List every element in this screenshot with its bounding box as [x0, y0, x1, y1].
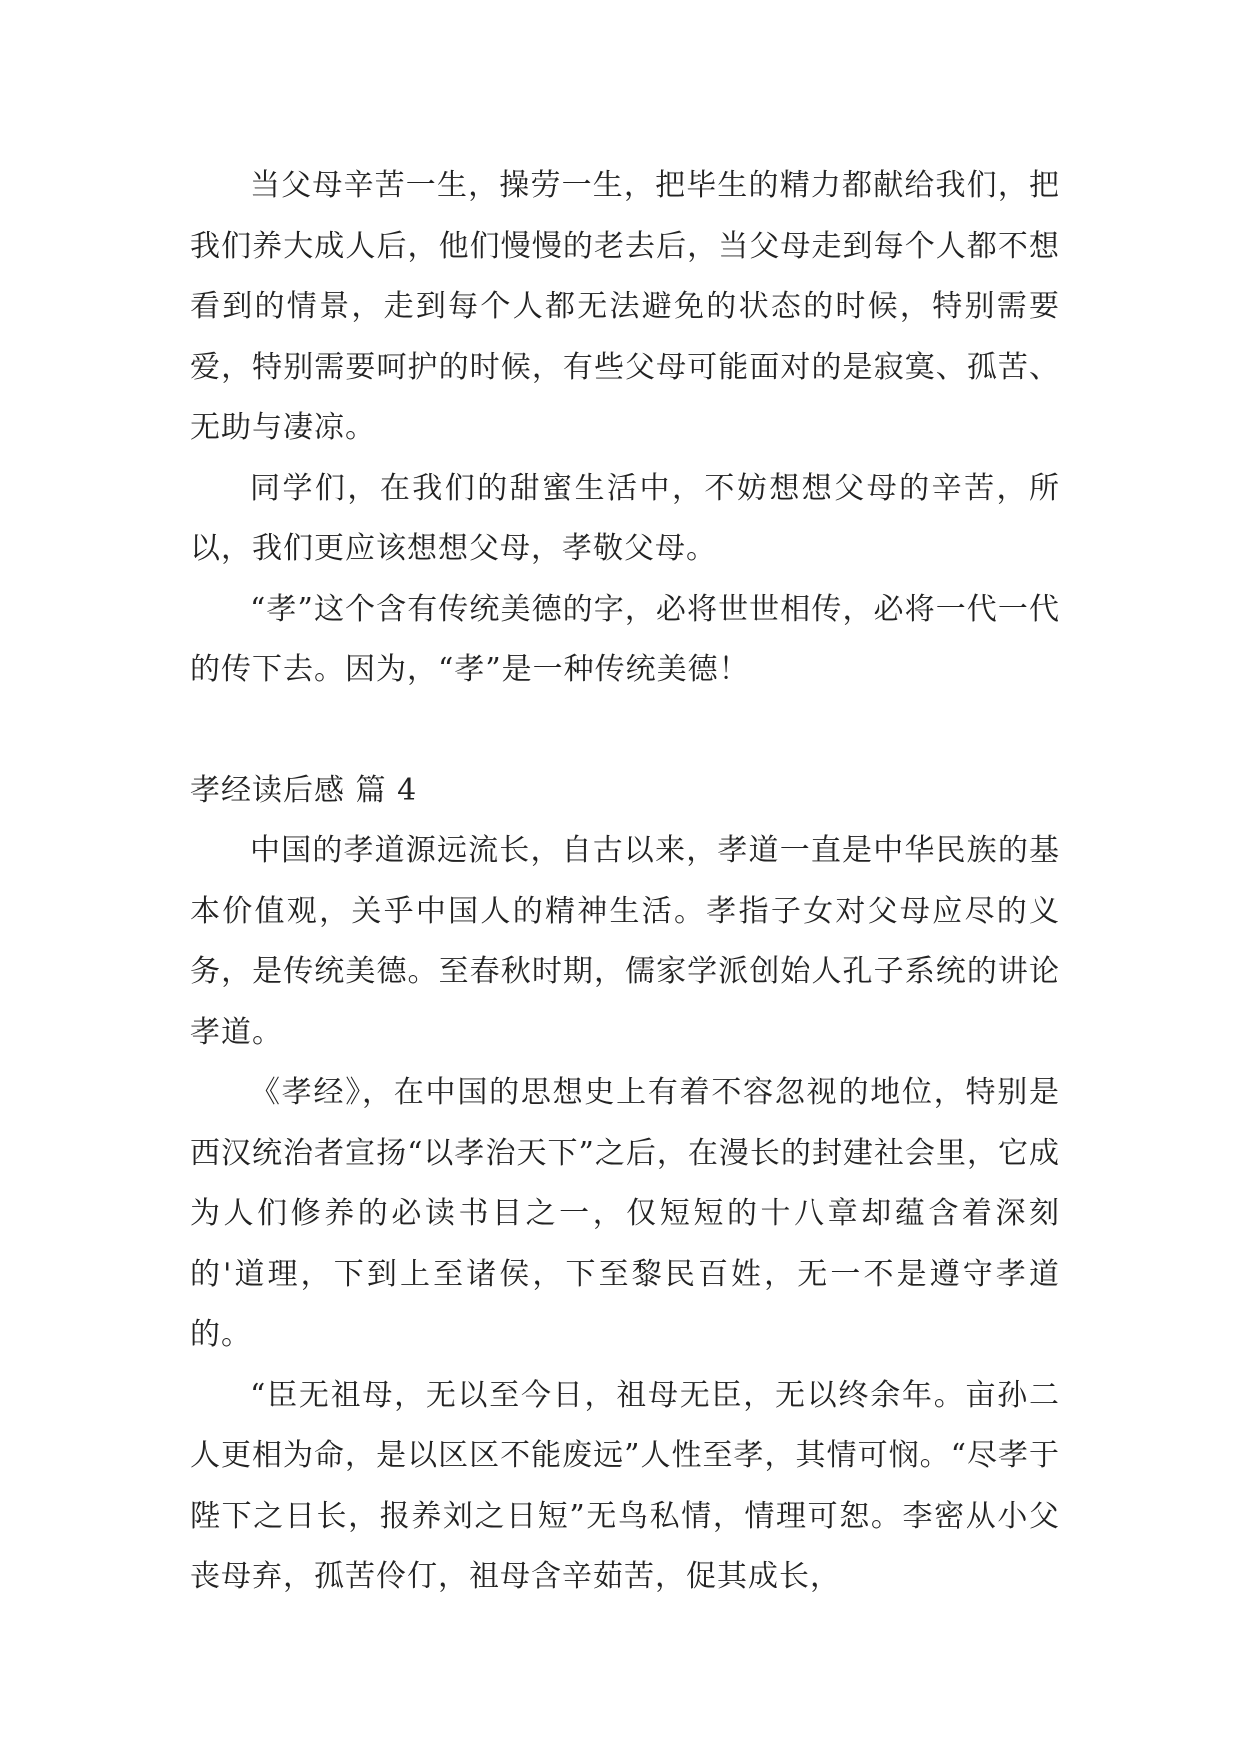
paragraph: 《孝经》，在中国的思想史上有着不容忽视的地位，特别是西汉统治者宣扬“以孝治天下”之后，在漫长的封建社会里，它成为人们修养的必读书目之一，仅短短的十八章却蕴含着深刻的'道理，下到上至诸侯，下至黎民百姓，无一不是遵守孝道的。	[190, 1075, 1060, 1352]
document-body	[190, 156, 1060, 1608]
paragraph: 同学们，在我们的甜蜜生活中，不妨想想父母的辛苦，所以，我们更应该想想父母，孝敬父母。	[190, 470, 1060, 566]
paragraph: “孝”这个含有传统美德的字，必将世世相传，必将一代一代的传下去。因为，“孝”是一种传统美德！	[190, 591, 1060, 687]
section-heading: 孝经读后感 篇 4	[190, 772, 418, 808]
paragraph: “臣无祖母，无以至今日，祖母无臣，无以终余年。亩孙二人更相为命，是以区区不能废远”人性至孝，其情可悯。“尽孝于陛下之日长，报养刘之日短”无鸟私情，情理可恕。李密从小父丧母弃，孤苦伶仃，祖母含辛茹苦，促其成长，	[190, 1377, 1060, 1594]
paragraph: 中国的孝道源远流长，自古以来，孝道一直是中华民族的基本价值观，关乎中国人的精神生活。孝指子女对父母应尽的义务，是传统美德。至春秋时期，儒家学派创始人孔子系统的讲论孝道。	[190, 833, 1060, 1050]
paragraph: 当父母辛苦一生，操劳一生，把毕生的精力都献给我们，把我们养大成人后，他们慢慢的老去后，当父母走到每个人都不想看到的情景，走到每个人都无法避免的状态的时候，特别需要爱，特别需要呵护的时候，有些父母可能面对的是寂寞、孤苦、无助与凄凉。	[190, 168, 1060, 445]
